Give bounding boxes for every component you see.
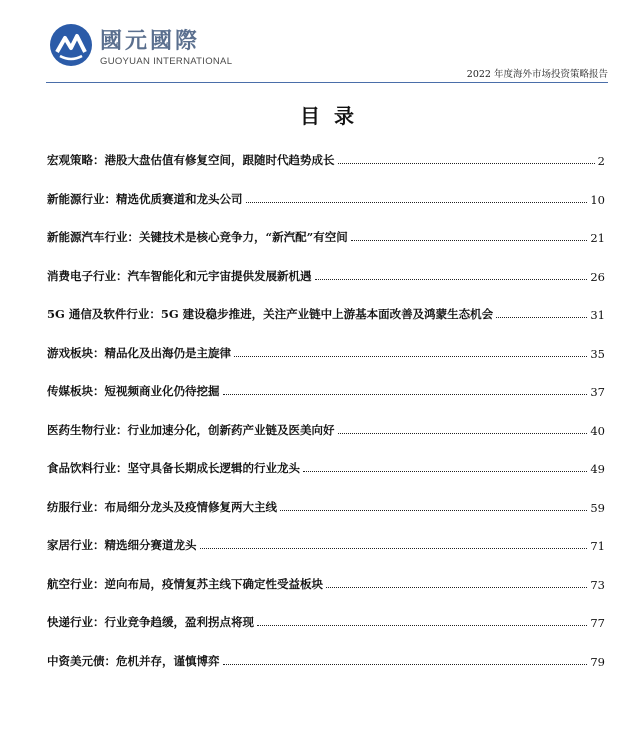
- toc-entry-page: 49: [590, 462, 605, 476]
- toc-entry-label: 家居行业：精选细分赛道龙头: [47, 538, 197, 552]
- toc-entry-page: 26: [590, 269, 605, 284]
- logo-mark-icon: [48, 22, 94, 68]
- toc-dot-leader: [351, 239, 588, 241]
- toc-entry-page: 2: [597, 154, 605, 168]
- toc-entry-label: 新能源汽车行业：关键技术是核心竞争力，“新汽配”有空间: [47, 230, 348, 244]
- toc-entry-page: 31: [590, 308, 605, 322]
- toc-dot-leader: [223, 393, 588, 395]
- toc-entry[interactable]: [47, 379, 605, 399]
- toc-entry-label: 医药生物行业：行业加速分化，创新药产业链及医美向好: [47, 422, 335, 437]
- report-title: 2022 年度海外市场投资策略报告: [466, 69, 608, 80]
- logo-chinese-name: 國元國際: [100, 29, 201, 54]
- toc-entry-page: 21: [590, 231, 605, 245]
- toc-dot-leader: [234, 355, 587, 357]
- toc-entry-page: 10: [590, 192, 605, 207]
- toc-entry-page: 77: [590, 616, 605, 630]
- toc-entry[interactable]: [47, 148, 605, 168]
- logo-english-name: GUOYUAN INTERNATIONAL: [100, 56, 233, 67]
- toc-entry-label: 消费电子行业：汽车智能化和元宇宙提供发展新机遇: [47, 268, 312, 283]
- toc-entry-label: 新能源行业：精选优质赛道和龙头公司: [47, 191, 243, 206]
- toc-entry-page: 79: [590, 654, 605, 669]
- toc-entry[interactable]: [47, 187, 605, 207]
- toc-entry-page: 35: [590, 346, 605, 361]
- toc-entry[interactable]: [47, 495, 605, 515]
- toc-entry[interactable]: [47, 572, 605, 592]
- toc-entry[interactable]: [47, 649, 605, 669]
- toc-dot-leader: [280, 509, 587, 511]
- company-logo: [48, 22, 233, 74]
- toc-dot-leader: [338, 432, 588, 434]
- toc-entry-label: 传媒板块：短视频商业化仍待挖掘: [47, 384, 220, 398]
- toc-dot-leader: [315, 278, 588, 280]
- table-of-contents: [47, 148, 605, 687]
- toc-entry[interactable]: [47, 610, 605, 630]
- toc-entry[interactable]: [47, 225, 605, 245]
- toc-entry-page: 73: [590, 577, 605, 592]
- toc-entry[interactable]: [47, 456, 605, 476]
- toc-heading: 目录: [300, 104, 368, 128]
- toc-dot-leader: [338, 162, 595, 164]
- toc-entry[interactable]: [47, 533, 605, 553]
- toc-entry-label: 纺服行业：布局细分龙头及疫情修复两大主线: [47, 499, 277, 514]
- toc-entry-label: 航空行业：逆向布局，疫情复苏主线下确定性受益板块: [47, 576, 323, 591]
- toc-entry-label: 游戏板块：精品化及出海仍是主旋律: [47, 345, 231, 360]
- toc-dot-leader: [200, 547, 588, 549]
- toc-entry-label: 5G 通信及软件行业：5G 建设稳步推进，关注产业链中上游基本面改善及鸿蒙生态机会: [47, 307, 494, 321]
- header-divider: [46, 82, 608, 83]
- toc-entry-label: 宏观策略：港股大盘估值有修复空间，跟随时代趋势成长: [47, 153, 335, 167]
- toc-entry-label: 快递行业：行业竞争趋缓，盈利拐点将现: [47, 615, 254, 629]
- toc-dot-leader: [246, 201, 588, 203]
- toc-dot-leader: [496, 316, 587, 318]
- toc-dot-leader: [303, 470, 587, 472]
- toc-entry[interactable]: [47, 341, 605, 361]
- toc-dot-leader: [326, 586, 587, 588]
- toc-entry-page: 40: [590, 423, 605, 438]
- toc-entry-page: 71: [590, 539, 605, 553]
- toc-entry-page: 37: [590, 385, 605, 399]
- toc-entry-label: 中资美元债：危机并存，谨慎博弈: [47, 653, 220, 668]
- toc-dot-leader: [223, 663, 588, 665]
- toc-entry[interactable]: [47, 302, 605, 322]
- toc-entry[interactable]: [47, 264, 605, 284]
- toc-entry-page: 59: [590, 500, 605, 515]
- toc-entry-label: 食品饮料行业：坚守具备长期成长逻辑的行业龙头: [47, 461, 300, 475]
- toc-dot-leader: [257, 624, 587, 626]
- toc-entry[interactable]: [47, 418, 605, 438]
- page-header: [0, 0, 640, 90]
